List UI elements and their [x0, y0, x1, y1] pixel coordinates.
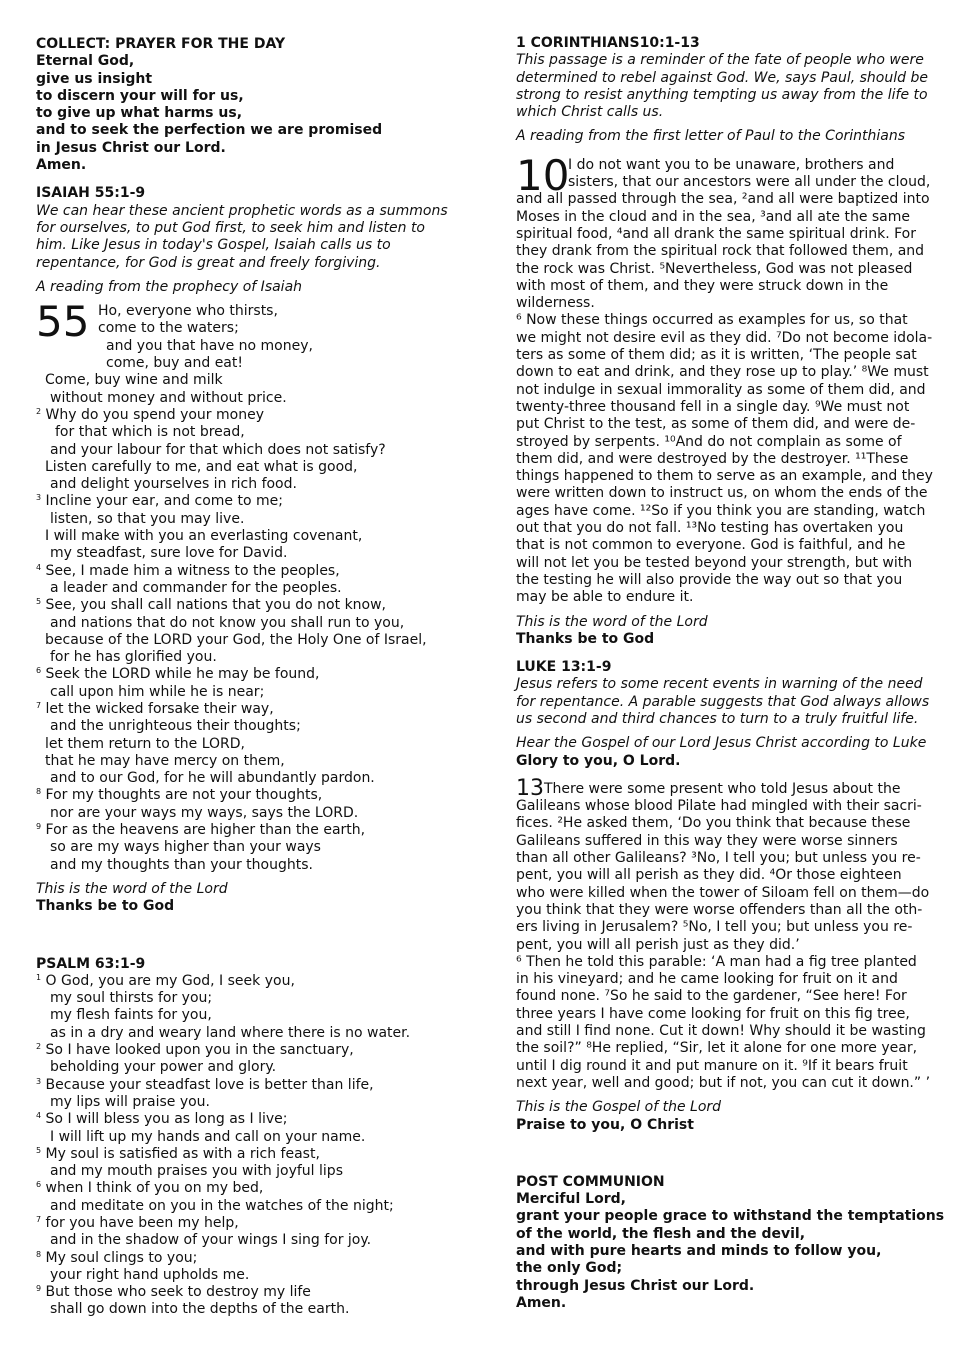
psalm-line: [36, 1007, 476, 1024]
corinthians-line: I do not want you to be unaware, brothers and: [568, 156, 895, 173]
verse-text: call upon him while he is near;: [50, 683, 265, 700]
luke-line: pent, you will all perish just as they did.’: [516, 936, 800, 953]
verse-text: Why do you spend your money: [45, 406, 264, 423]
verse-text: let the wicked forsake their way,: [45, 700, 274, 717]
psalm-line: [36, 1094, 476, 1111]
corinthians-line: may be able to endure it.: [516, 589, 694, 606]
isaiah-intro-line: repentance, for God is great and freely forgiving.: [36, 254, 381, 271]
psalm-line: [36, 990, 476, 1007]
corinthians-line: and all passed through the sea, ²and all were baptized into: [516, 191, 930, 208]
verse-text: So I have looked upon you in the sanctuary,: [45, 1042, 354, 1059]
isaiah-line: [36, 476, 476, 493]
corinthians-line: the rock was Christ. ⁵Nevertheless, God was not pleased: [516, 260, 913, 277]
psalm-line: [36, 1232, 476, 1249]
isaiah-line: [36, 718, 476, 735]
corinthians-line: they drank from the spiritual rock that followed them, and: [516, 243, 925, 260]
corinthians-reading-intro: A reading from the first letter of Paul to the Corinthians: [516, 128, 906, 145]
verse-text: I will lift up my hands and call on your name.: [50, 1128, 366, 1145]
luke-line: pent, you will all perish as they did. ⁴Or those eighteen: [516, 867, 902, 884]
isaiah-line: [36, 338, 476, 355]
luke-line: There were some present who told Jesus about the: [544, 780, 901, 797]
verse-text: For my thoughts are not your thoughts,: [45, 787, 323, 804]
verse-number: 5: [36, 1145, 42, 1155]
corinthians-line: not indulge in sexual immorality as some of them did, and: [516, 381, 926, 398]
luke-line: Galileans whose blood Pilate had mingled with their sacri-: [516, 798, 922, 815]
psalm-line: [36, 1284, 476, 1301]
isaiah-line: [36, 822, 476, 839]
verse-text: beholding your power and glory.: [50, 1059, 277, 1076]
luke-passage: [516, 775, 940, 1092]
isaiah-line: [36, 666, 476, 683]
corinthians-line: down to eat and drink, and they rose up to play.’ ⁸We must: [516, 364, 929, 381]
corinthians-intro-line: This passage is a reminder of the fate of people who were: [516, 52, 924, 69]
isaiah-line: [36, 736, 476, 753]
corinthians-intro-line: which Christ calls us.: [516, 104, 664, 121]
luke-line: three years I have come looking for fruit on this fig tree,: [516, 1005, 910, 1022]
verse-text: and meditate on you in the watches of the night;: [50, 1197, 394, 1214]
collect-heading: COLLECT: PRAYER FOR THE DAY: [36, 36, 286, 52]
luke-reading-intro: Hear the Gospel of our Lord Jesus Christ according to Luke: [516, 735, 927, 752]
luke-intro: [516, 676, 940, 728]
luke-line: and still I find none. Cut it down! Why should it be wasting: [516, 1023, 926, 1040]
isaiah-line: [36, 597, 476, 614]
luke-intro-line: for repentance. A parable suggests that God always allows: [516, 693, 930, 710]
luke-line: next year, well and good; but if not, you can cut it down.” ’: [516, 1074, 931, 1091]
isaiah-line: [36, 303, 476, 320]
corinthians-line: Moses in the cloud and in the sea, ³and all ate the same: [516, 208, 911, 225]
verse-text: See, you shall call nations that you do not know,: [45, 597, 387, 614]
luke-line: until I dig round it and put manure on it. ⁹If it bears fruit: [516, 1057, 908, 1074]
verse-text: Come, buy wine and milk: [45, 372, 223, 389]
luke-line: fices. ²He asked them, ‘Do you think that because these: [516, 815, 911, 832]
corinthians-response: Thanks be to God: [516, 630, 655, 647]
isaiah-intro-line: him. Like Jesus in today's Gospel, Isaiah calls us to: [36, 237, 391, 254]
verse-text: I will make with you an everlasting covenant,: [45, 528, 363, 545]
corinthians-line: put Christ to the test, as some of them did, and were de-: [516, 416, 916, 433]
verse-text: for that which is not bread,: [55, 424, 245, 441]
verse-number: 7: [36, 1215, 42, 1224]
psalm-line: [36, 1301, 476, 1318]
corinthians-line: were written down to instruct us, on whom the ends of the: [516, 485, 928, 502]
verse-text: because of the LORD your God, the Holy One of Israel,: [45, 631, 427, 648]
corinthians-line: stroyed by serpents. ¹⁰And do not complain as some of: [516, 433, 902, 450]
luke-acclamation: Glory to you, O Lord.: [516, 752, 681, 769]
isaiah-line: [36, 320, 476, 337]
isaiah-passage: [36, 297, 476, 874]
corinthians-line: ters as some of them did; as it is written, ‘The people sat: [516, 347, 917, 364]
post-communion-prayer: [516, 1191, 945, 1312]
isaiah-line: [36, 355, 476, 372]
verse-text: my steadfast, sure love for David.: [50, 545, 288, 562]
verse-text: For as the heavens are higher than the earth,: [45, 822, 366, 839]
psalm-line: [36, 1180, 476, 1197]
corinthians-intro-line: strong to resist anything tempting us away from the life to: [516, 86, 928, 103]
luke-response: Praise to you, O Christ: [516, 1116, 694, 1133]
collect-line: to discern your will for us,: [36, 87, 244, 104]
isaiah-line: [36, 493, 476, 510]
isaiah-line: [36, 459, 476, 476]
verse-text: and my thoughts than your thoughts.: [50, 856, 313, 873]
isaiah-line: [36, 528, 476, 545]
psalm-line: [36, 1198, 476, 1215]
luke-line: the soil?” ⁸He replied, “Sir, let it alone for one more year,: [516, 1040, 918, 1057]
post-communion-heading: POST COMMUNION: [516, 1173, 665, 1190]
collect-line: Amen.: [36, 157, 87, 174]
corinthians-line: out that you do not fall. ¹³No testing has overtaken you: [516, 520, 904, 537]
verse-text: come to the waters;: [98, 320, 239, 337]
left-column: [36, 36, 476, 1319]
isaiah-intro-line: for ourselves, to put God first, to seek him and listen to: [36, 219, 425, 236]
post-communion-line: Merciful Lord,: [516, 1191, 626, 1208]
verse-text: when I think of you on my bed,: [45, 1180, 264, 1197]
isaiah-chapter-number: 55: [36, 297, 90, 347]
psalm-line: [36, 1250, 476, 1267]
verse-text: listen, so that you may live.: [50, 510, 245, 527]
psalm-line: [36, 1025, 476, 1042]
post-communion-line: and with pure hearts and minds to follow you,: [516, 1243, 882, 1259]
corinthians-line: ages have come. ¹²So if you think you are standing, watch: [516, 502, 926, 519]
isaiah-line: [36, 545, 476, 562]
verse-text: and you that have no money,: [106, 337, 313, 354]
corinthians-line: will not let you be tested beyond your strength, but with: [516, 554, 913, 571]
verse-number: 2: [36, 406, 42, 416]
isaiah-line: [36, 615, 476, 632]
verse-text: But those who seek to destroy my life: [45, 1284, 311, 1301]
verse-text: nor are your ways my ways, says the LORD.: [50, 804, 359, 821]
collect-line: give us insight: [36, 70, 153, 87]
luke-line: Galileans suffered in this way they were worse sinners: [516, 832, 898, 849]
luke-heading: LUKE 13:1-9: [516, 659, 612, 676]
verse-text: let them return to the LORD,: [45, 735, 245, 752]
post-communion-line: Amen.: [516, 1294, 567, 1311]
corinthians-line: with most of them, and they were struck down in the: [516, 277, 889, 294]
corinthians-passage: [516, 150, 940, 607]
isaiah-intro: [36, 203, 476, 272]
verse-text: my flesh faints for you,: [50, 1007, 212, 1024]
verse-number: 3: [36, 1076, 42, 1086]
verse-text: Listen carefully to me, and eat what is good,: [45, 458, 358, 475]
verse-text: my soul thirsts for you;: [50, 990, 213, 1007]
verse-number: 8: [36, 1249, 42, 1259]
verse-text: and your labour for that which does not satisfy?: [50, 441, 386, 458]
verse-number: 6: [36, 666, 42, 676]
verse-text: my lips will praise you.: [50, 1093, 210, 1110]
isaiah-heading: ISAIAH 55:1-9: [36, 185, 146, 202]
verse-text: and to our God, for he will abundantly pardon.: [50, 770, 375, 787]
corinthians-heading: 1 CORINTHIANS10:1-13: [516, 35, 700, 51]
post-communion-line: of the world, the flesh and the devil,: [516, 1225, 806, 1242]
verse-number: 1: [36, 972, 42, 982]
isaiah-line: [36, 511, 476, 528]
luke-line: in his vineyard; and he came looking for fruit on it and: [516, 971, 898, 988]
isaiah-section: [36, 185, 476, 915]
right-column: [516, 35, 945, 1312]
verse-text: Ho, everyone who thirsts,: [98, 303, 278, 320]
corinthians-line: them did, and were destroyed by the destroyer. ¹¹These: [516, 450, 909, 467]
psalm-line: [36, 1059, 476, 1076]
isaiah-line: [36, 407, 476, 424]
corinthians-chapter-number: 10: [516, 150, 570, 200]
psalm-line: [36, 1146, 476, 1163]
verse-text: that he may have mercy on them,: [45, 752, 285, 769]
verse-number: 3: [36, 493, 42, 503]
collect-prayer: [36, 53, 476, 174]
verse-text: So I will bless you as long as I live;: [45, 1111, 288, 1128]
isaiah-line: [36, 424, 476, 441]
luke-intro-line: us second and third chances to turn to a truly fruitful life.: [516, 710, 919, 727]
isaiah-closing: This is the word of the Lord: [36, 880, 228, 897]
collect-line: and to seek the perfection we are promised: [36, 122, 383, 139]
verse-number: 8: [36, 787, 42, 797]
isaiah-line: [36, 372, 476, 389]
luke-line: found none. ⁷So he said to the gardener, “See here! For: [516, 988, 907, 1005]
verse-text: shall go down into the depths of the earth.: [50, 1301, 350, 1318]
verse-number: 4: [36, 562, 42, 572]
verse-number: 9: [36, 1284, 42, 1294]
corinthians-line: spiritual food, ⁴and all drank the same spiritual drink. For: [516, 225, 916, 242]
luke-chapter-number: 13: [516, 775, 544, 801]
luke-line: than all other Galileans? ³No, I tell you; but unless you re-: [516, 850, 921, 867]
corinthians-line: wilderness.: [516, 295, 595, 312]
verse-text: Seek the LORD while he may be found,: [45, 666, 320, 683]
isaiah-line: [36, 770, 476, 787]
verse-number: 2: [36, 1042, 42, 1052]
corinthians-closing: This is the word of the Lord: [516, 613, 708, 630]
post-communion-line: grant your people grace to withstand the temptations: [516, 1208, 945, 1225]
verse-number: 6: [36, 1180, 42, 1190]
verse-text: so are my ways higher than your ways: [50, 839, 321, 856]
psalm-line: [36, 1267, 476, 1284]
psalm-section: [36, 956, 476, 1319]
isaiah-line: [36, 649, 476, 666]
psalm-line: [36, 1129, 476, 1146]
luke-closing: This is the Gospel of the Lord: [516, 1099, 722, 1116]
verse-number: 4: [36, 1111, 42, 1121]
verse-text: O God, you are my God, I seek you,: [45, 972, 295, 989]
verse-number: 5: [36, 597, 42, 607]
psalm-line: [36, 1077, 476, 1094]
collect-line: in Jesus Christ our Lord.: [36, 139, 226, 156]
verse-number: 7: [36, 700, 42, 710]
isaiah-line: [36, 805, 476, 822]
collect-section: [36, 36, 476, 174]
isaiah-line: [36, 753, 476, 770]
verse-text: as in a dry and weary land where there is no water.: [50, 1024, 411, 1041]
psalm-line: [36, 973, 476, 990]
isaiah-response: Thanks be to God: [36, 898, 175, 915]
luke-line: ers living in Jerusalem? ⁵No, I tell you; but unless you re-: [516, 919, 913, 936]
isaiah-line: [36, 701, 476, 718]
luke-line: you think that they were worse offenders than all the oth-: [516, 901, 923, 918]
verse-text: your right hand upholds me.: [50, 1266, 250, 1283]
luke-section: [516, 659, 940, 1134]
corinthians-intro: [516, 52, 940, 121]
verse-text: and in the shadow of your wings I sing for joy.: [50, 1232, 372, 1249]
corinthians-line: sisters, that our ancestors were all under the cloud,: [568, 174, 931, 191]
corinthians-line: that is not common to everyone. God is faithful, and he: [516, 537, 906, 554]
psalm-heading: PSALM 63:1-9: [36, 955, 146, 972]
verse-text: and delight yourselves in rich food.: [50, 476, 297, 493]
verse-number: 9: [36, 822, 42, 832]
verse-text: and the unrighteous their thoughts;: [50, 718, 301, 735]
psalm-line: [36, 1111, 476, 1128]
isaiah-line: [36, 857, 476, 874]
isaiah-line: [36, 580, 476, 597]
isaiah-line: [36, 632, 476, 649]
verse-text: a leader and commander for the peoples.: [50, 579, 342, 596]
isaiah-line: [36, 390, 476, 407]
isaiah-line: [36, 563, 476, 580]
isaiah-reading-intro: A reading from the prophecy of Isaiah: [36, 278, 303, 295]
isaiah-line: [36, 442, 476, 459]
post-communion-section: [516, 1173, 945, 1312]
psalm-line: [36, 1163, 476, 1180]
verse-text: come, buy and eat!: [106, 355, 243, 372]
isaiah-line: [36, 684, 476, 701]
post-communion-line: the only God;: [516, 1260, 623, 1277]
corinthians-line: twenty-three thousand fell in a single day. ⁹We must not: [516, 398, 910, 415]
corinthians-section: [516, 35, 940, 648]
verse-text: Incline your ear, and come to me;: [45, 493, 283, 510]
corinthians-line: ⁶ Now these things occurred as examples for us, so that: [516, 312, 908, 329]
verse-text: My soul is satisfied as with a rich feast,: [45, 1145, 320, 1162]
corinthians-line: we might not desire evil as they did. ⁷Do not become idola-: [516, 329, 933, 346]
post-communion-line: through Jesus Christ our Lord.: [516, 1277, 755, 1294]
luke-line: ⁶ Then he told this parable: ‘A man had a fig tree planted: [516, 953, 917, 970]
psalm-line: [36, 1042, 476, 1059]
corinthians-line: things happened to them to serve as an example, and they: [516, 468, 933, 485]
verse-text: without money and without price.: [50, 389, 287, 406]
psalm-passage: [36, 973, 476, 1319]
psalm-line: [36, 1215, 476, 1232]
luke-line: who were killed when the tower of Siloam fell on them—do: [516, 884, 930, 901]
isaiah-intro-line: We can hear these ancient prophetic words as a summons: [36, 202, 448, 219]
luke-intro-line: Jesus refers to some recent events in warning of the need: [516, 676, 923, 693]
verse-text: My soul clings to you;: [45, 1249, 198, 1266]
verse-text: for he has glorified you.: [50, 649, 217, 666]
collect-line: to give up what harms us,: [36, 105, 243, 122]
isaiah-line: [36, 787, 476, 804]
verse-text: See, I made him a witness to the peoples,: [45, 562, 340, 579]
verse-text: and my mouth praises you with joyful lips: [50, 1163, 343, 1180]
verse-text: for you have been my help,: [45, 1215, 239, 1231]
corinthians-line: the testing he will also provide the way out so that you: [516, 571, 903, 588]
corinthians-intro-line: determined to rebel against God. We, says Paul, should be: [516, 69, 928, 86]
isaiah-line: [36, 839, 476, 856]
verse-text: Because your steadfast love is better than life,: [45, 1076, 374, 1093]
collect-line: Eternal God,: [36, 53, 135, 70]
verse-text: and nations that do not know you shall run to you,: [50, 614, 405, 631]
